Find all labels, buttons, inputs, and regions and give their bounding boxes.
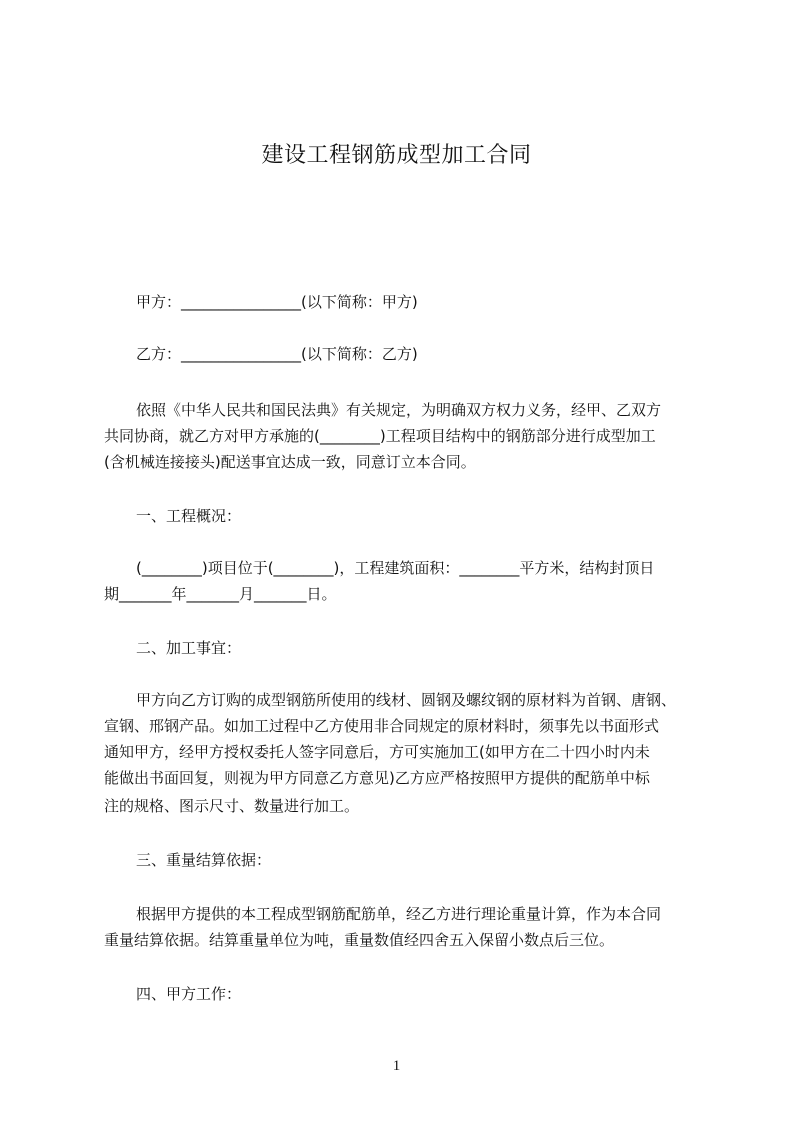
processing-line-5: 注的规格、图示尺寸、数量进行加工。 (104, 797, 360, 815)
weight-line-2: 重量结算依据。结算重量单位为吨，重量数值经四舍五入保留小数点后三位。 (104, 931, 615, 949)
preamble-line-2: 共同协商，就乙方对甲方承施的(________)工程项目结构中的钢筋部分进行成型加工 (104, 427, 656, 445)
page-number: 1 (392, 1058, 401, 1074)
overview-line-1: (________)项目位于(________)，工程建筑面积：________平方米，结构封顶日 (136, 559, 655, 577)
section-heading-party-a-work: 四、甲方工作： (136, 985, 242, 1003)
section-heading-processing: 二、加工事宜： (136, 639, 242, 657)
weight-line-1: 根据甲方提供的本工程成型钢筋配筋单，经乙方进行理论重量计算，作为本合同 (136, 905, 662, 923)
preamble-line-3: (含机械连接接头)配送事宜达成一致，同意订立本合同。 (104, 453, 476, 471)
preamble-line-1: 依照《中华人民共和国民法典》有关规定，为明确双方权力义务，经甲、乙双方 (136, 401, 662, 419)
section-heading-project-overview: 一、工程概况： (136, 507, 242, 525)
overview-line-2: 期_______年_______月_______日。 (104, 585, 337, 603)
processing-line-2: 宣钢、邢钢产品。如加工过程中乙方使用非合同规定的原材料时，须事先以书面形式 (104, 717, 660, 735)
processing-line-1: 甲方向乙方订购的成型钢筋所使用的线材、圆钢及螺纹钢的原材料为首钢、唐钢、 (136, 691, 677, 709)
processing-line-4: 能做出书面回复，则视为甲方同意乙方意见)乙方应严格按照甲方提供的配筋单中标 (104, 769, 650, 787)
section-heading-weight-settlement: 三、重量结算依据： (136, 851, 272, 869)
document-title: 建设工程钢筋成型加工合同 (261, 143, 532, 168)
party-a-line: 甲方：________________(以下简称：甲方) (136, 293, 418, 311)
party-b-line: 乙方：________________(以下简称：乙方) (136, 345, 418, 363)
processing-line-3: 通知甲方，经甲方授权委托人签字同意后，方可实施加工(如甲方在二十四小时内未 (104, 743, 650, 761)
